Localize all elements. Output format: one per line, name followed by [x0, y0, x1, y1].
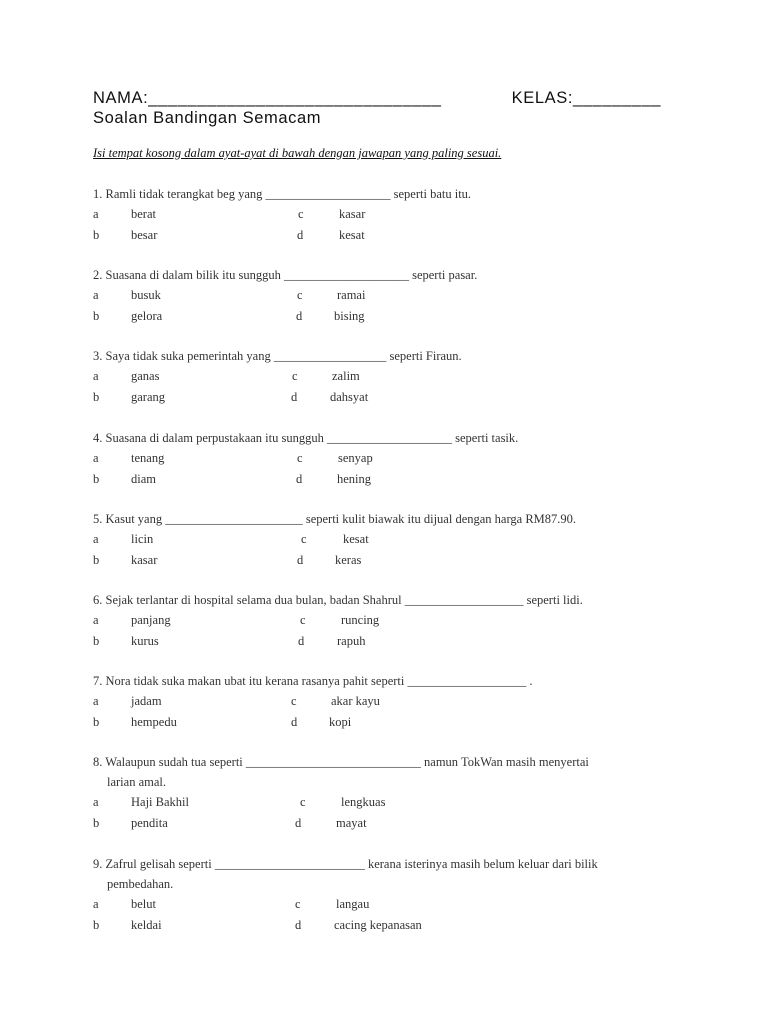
question-stem: 9. Zafrul gelisah seperti ________________________ kerana isterinya masih belum keluar dari bilik pembedahan. — [93, 857, 598, 891]
option-row-bd: b hempedu d kopi — [93, 714, 352, 729]
question-stem: 7. Nora tidak suka makan ubat itu kerana rasanya pahit seperti ___________________ . — [93, 674, 533, 688]
question-6 — [93, 590, 673, 651]
worksheet-header — [93, 88, 673, 128]
worksheet-title: Soalan Bandingan Semacam — [93, 109, 322, 127]
option-row-ac: a jadam c akar kayu — [93, 694, 380, 708]
option-row-bd: b kasar d keras — [93, 552, 362, 567]
option-row-bd: b garang d dahsyat — [93, 389, 369, 404]
option-row-ac: a ganas c zalim — [93, 369, 360, 383]
question-stem: 5. Kasut yang ______________________ seperti kulit biawak itu dijual dengan harga RM87.90. — [93, 512, 577, 526]
option-row-ac: a tenang c senyap — [93, 451, 373, 465]
question-5 — [93, 509, 673, 570]
question-2 — [93, 265, 673, 326]
question-4 — [93, 428, 673, 489]
option-row-ac: a belut c langau — [93, 897, 370, 911]
option-row-bd: b pendita d mayat — [93, 815, 367, 830]
question-stem: 1. Ramli tidak terangkat beg yang ____________________ seperti batu itu. — [93, 187, 472, 201]
instruction-text: Isi tempat kosong dalam ayat-ayat di bawah dengan jawapan yang paling sesuai. — [93, 146, 502, 160]
option-row-ac: a panjang c runcing — [93, 613, 380, 627]
question-stem: 2. Suasana di dalam bilik itu sungguh ____________________ seperti pasar. — [93, 268, 478, 282]
question-7 — [93, 671, 673, 732]
question-stem: 4. Suasana di dalam perpustakaan itu sungguh ____________________ seperti tasik. — [93, 431, 519, 445]
option-row-bd: b keldai d cacing kepanasan — [93, 917, 422, 932]
option-row-ac: a berat c kasar — [93, 207, 366, 221]
nama-field: NAMA:______________________________ — [93, 89, 442, 107]
option-row-bd: b besar d kesat — [93, 227, 365, 242]
option-row-bd: b diam d hening — [93, 471, 372, 486]
option-row-ac: a licin c kesat — [93, 532, 369, 546]
option-row-bd: b kurus d rapuh — [93, 633, 366, 648]
question-1 — [93, 184, 673, 245]
question-stem: 8. Walaupun sudah tua seperti ____________________________ namun TokWan masih menyertai larian amal. — [93, 755, 589, 789]
question-3 — [93, 346, 673, 407]
option-row-ac: a busuk c ramai — [93, 288, 366, 302]
question-9 — [93, 854, 673, 935]
question-stem: 6. Sejak terlantar di hospital selama dua bulan, badan Shahrul ___________________ seperti lidi. — [93, 593, 583, 607]
question-8 — [93, 752, 673, 833]
question-stem: 3. Saya tidak suka pemerintah yang __________________ seperti Firaun. — [93, 349, 462, 363]
kelas-field: KELAS:_________ — [511, 89, 661, 107]
option-row-bd: b gelora d bising — [93, 308, 365, 323]
option-row-ac: a Haji Bakhil c lengkuas — [93, 795, 386, 809]
